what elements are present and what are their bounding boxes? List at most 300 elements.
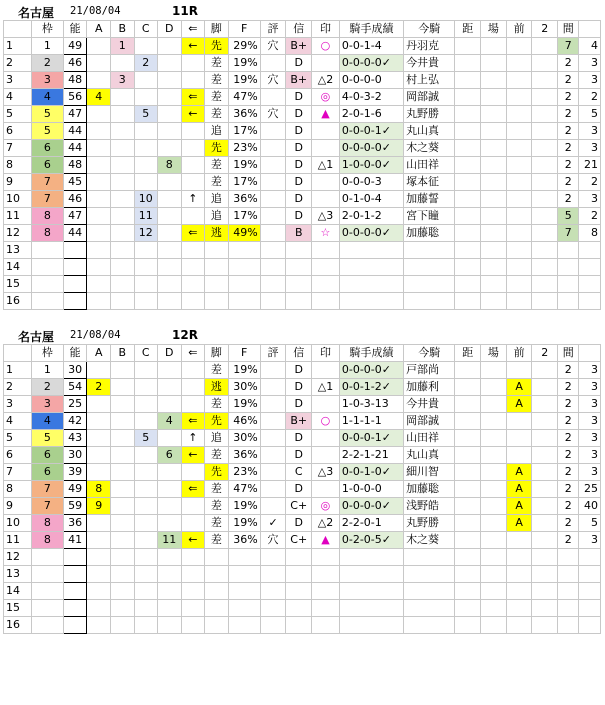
col-a-cell: 2	[87, 379, 111, 396]
row-number: 14	[4, 259, 32, 276]
interval-cell-1: 2	[558, 362, 579, 379]
style-cell: 追	[205, 191, 229, 208]
jockey-cell: 加藤誓	[404, 191, 455, 208]
header-cell: 前	[506, 345, 532, 362]
venue-cell	[481, 549, 507, 566]
prev-cell: A	[506, 498, 532, 515]
header-cell: 騎手成績	[339, 345, 403, 362]
header-cell: 信	[286, 345, 312, 362]
arrow-cell	[181, 396, 205, 413]
row-number: 6	[4, 123, 32, 140]
prev-cell	[506, 447, 532, 464]
waku-cell: 2	[31, 379, 63, 396]
col-2-cell	[532, 600, 558, 617]
col-d-cell	[158, 515, 182, 532]
style-cell	[205, 276, 229, 293]
mark-cell: △1	[312, 157, 340, 174]
waku-cell: 7	[31, 174, 63, 191]
header-cell: C	[134, 21, 158, 38]
confidence-cell	[286, 293, 312, 310]
arrow-cell: ↑	[181, 430, 205, 447]
col-2-cell	[532, 38, 558, 55]
row-number: 4	[4, 89, 32, 106]
col-a-cell	[87, 583, 111, 600]
horse-row[interactable]	[4, 362, 601, 379]
style-cell: 差	[205, 515, 229, 532]
interval-cell-2	[579, 242, 601, 259]
interval-cell-2: 5	[579, 515, 601, 532]
header-cell: 距	[455, 345, 481, 362]
venue-cell	[481, 532, 507, 549]
distance-cell	[455, 106, 481, 123]
style-cell: 差	[205, 106, 229, 123]
jockey-record-cell: 0-1-0-4	[339, 191, 403, 208]
confidence-cell: C	[286, 464, 312, 481]
horse-row[interactable]	[4, 259, 601, 276]
distance-cell	[455, 430, 481, 447]
waku-cell: 4	[31, 413, 63, 430]
interval-cell-1: 2	[558, 481, 579, 498]
race-header	[0, 0, 605, 20]
horse-row[interactable]	[4, 532, 601, 549]
confidence-cell: D	[286, 123, 312, 140]
col-c-cell	[134, 89, 158, 106]
interval-cell-1: 2	[558, 464, 579, 481]
jockey-record-cell: 0-0-0-1✓	[339, 430, 403, 447]
rate-cell: 49%	[228, 225, 260, 242]
rate-cell: 17%	[228, 208, 260, 225]
horse-row[interactable]	[4, 276, 601, 293]
prev-cell	[506, 532, 532, 549]
waku-cell: 6	[31, 447, 63, 464]
jockey-cell	[404, 600, 455, 617]
mark-cell	[312, 174, 340, 191]
interval-cell-2: 2	[579, 208, 601, 225]
eval-cell	[260, 481, 286, 498]
eval-cell	[260, 225, 286, 242]
interval-cell-2: 3	[579, 413, 601, 430]
mark-cell	[312, 396, 340, 413]
style-cell: 差	[205, 157, 229, 174]
venue-cell	[481, 430, 507, 447]
jockey-cell	[404, 583, 455, 600]
jockey-record-cell	[339, 549, 403, 566]
distance-cell	[455, 72, 481, 89]
jockey-record-cell: 0-2-0-5✓	[339, 532, 403, 549]
distance-cell	[455, 123, 481, 140]
ability-cell: 42	[63, 413, 87, 430]
distance-cell	[455, 293, 481, 310]
rate-cell	[228, 566, 260, 583]
distance-cell	[455, 532, 481, 549]
horse-row[interactable]	[4, 191, 601, 208]
header-cell: 印	[312, 345, 340, 362]
col-2-cell	[532, 208, 558, 225]
arrow-cell	[181, 157, 205, 174]
horse-row[interactable]	[4, 379, 601, 396]
race-number: 11R	[172, 4, 198, 18]
style-cell	[205, 549, 229, 566]
arrow-cell	[181, 549, 205, 566]
venue-cell	[481, 123, 507, 140]
interval-cell-2: 3	[579, 191, 601, 208]
header-cell: A	[87, 345, 111, 362]
interval-cell-1	[558, 600, 579, 617]
prev-cell	[506, 617, 532, 634]
interval-cell-2: 21	[579, 157, 601, 174]
prev-cell	[506, 242, 532, 259]
jockey-record-cell	[339, 259, 403, 276]
waku-cell	[31, 600, 63, 617]
horse-row[interactable]	[4, 447, 601, 464]
eval-cell	[260, 430, 286, 447]
horse-row[interactable]	[4, 396, 601, 413]
interval-cell-2	[579, 259, 601, 276]
horse-row[interactable]	[4, 515, 601, 532]
style-cell: 差	[205, 396, 229, 413]
col-b-cell	[110, 293, 134, 310]
interval-cell-2	[579, 566, 601, 583]
jockey-record-cell: 0-0-1-0✓	[339, 464, 403, 481]
eval-cell	[260, 464, 286, 481]
ability-cell	[63, 600, 87, 617]
interval-cell-2: 25	[579, 481, 601, 498]
mark-cell	[312, 549, 340, 566]
prev-cell: A	[506, 396, 532, 413]
header-cell: ⇐	[181, 21, 205, 38]
col-a-cell	[87, 225, 111, 242]
col-c-cell	[134, 157, 158, 174]
eval-cell	[260, 498, 286, 515]
ability-cell: 48	[63, 72, 87, 89]
jockey-cell	[404, 566, 455, 583]
row-number: 16	[4, 617, 32, 634]
horse-row[interactable]	[4, 549, 601, 566]
horse-row[interactable]	[4, 140, 601, 157]
ability-cell: 48	[63, 157, 87, 174]
col-a-cell	[87, 293, 111, 310]
horse-row[interactable]	[4, 72, 601, 89]
horse-row[interactable]	[4, 242, 601, 259]
mark-cell	[312, 362, 340, 379]
col-a-cell	[87, 106, 111, 123]
waku-cell: 6	[31, 140, 63, 157]
col-a-cell	[87, 140, 111, 157]
col-a-cell: 9	[87, 498, 111, 515]
eval-cell	[260, 600, 286, 617]
col-2-cell	[532, 293, 558, 310]
eval-cell: 穴	[260, 532, 286, 549]
col-d-cell	[158, 140, 182, 157]
rate-cell: 17%	[228, 174, 260, 191]
ability-cell: 44	[63, 140, 87, 157]
distance-cell	[455, 89, 481, 106]
horse-row[interactable]	[4, 89, 601, 106]
col-d-cell	[158, 38, 182, 55]
ability-cell	[63, 293, 87, 310]
venue-label: 名古屋	[18, 6, 55, 20]
eval-cell	[260, 242, 286, 259]
style-cell	[205, 242, 229, 259]
prev-cell	[506, 566, 532, 583]
rate-cell	[228, 583, 260, 600]
header-cell: 評	[260, 21, 286, 38]
interval-cell-1: 2	[558, 532, 579, 549]
jockey-cell: 塚本征	[404, 174, 455, 191]
venue-cell	[481, 174, 507, 191]
distance-cell	[455, 208, 481, 225]
ability-cell	[63, 549, 87, 566]
col-a-cell	[87, 259, 111, 276]
arrow-cell: ←	[181, 106, 205, 123]
ability-cell: 47	[63, 106, 87, 123]
header-cell: 2	[532, 21, 558, 38]
ability-cell: 47	[63, 208, 87, 225]
arrow-cell: ⇐	[181, 225, 205, 242]
distance-cell	[455, 600, 481, 617]
col-2-cell	[532, 447, 558, 464]
distance-cell	[455, 157, 481, 174]
arrow-cell	[181, 259, 205, 276]
confidence-cell: D	[286, 191, 312, 208]
col-d-cell	[158, 362, 182, 379]
horse-row[interactable]	[4, 174, 601, 191]
col-d-cell	[158, 464, 182, 481]
prev-cell	[506, 583, 532, 600]
header-cell: 枠	[31, 21, 63, 38]
rate-cell: 47%	[228, 89, 260, 106]
col-c-cell	[134, 72, 158, 89]
style-cell	[205, 583, 229, 600]
rate-cell	[228, 549, 260, 566]
confidence-cell: C+	[286, 498, 312, 515]
mark-cell	[312, 123, 340, 140]
horse-row[interactable]	[4, 38, 601, 55]
prev-cell	[506, 106, 532, 123]
header-cell: 評	[260, 345, 286, 362]
horse-row[interactable]	[4, 225, 601, 242]
col-b-cell	[110, 413, 134, 430]
horse-row[interactable]	[4, 600, 601, 617]
section-spacer	[0, 310, 605, 324]
mark-cell	[312, 583, 340, 600]
header-row	[4, 345, 601, 362]
interval-cell-1	[558, 293, 579, 310]
jockey-cell: 木之葵	[404, 532, 455, 549]
rate-cell	[228, 259, 260, 276]
interval-cell-2: 3	[579, 362, 601, 379]
ability-cell: 56	[63, 89, 87, 106]
row-number: 5	[4, 430, 32, 447]
mark-cell	[312, 242, 340, 259]
style-cell: 差	[205, 481, 229, 498]
interval-cell-2	[579, 617, 601, 634]
interval-cell-2: 3	[579, 430, 601, 447]
eval-cell	[260, 293, 286, 310]
prev-cell	[506, 600, 532, 617]
waku-cell	[31, 276, 63, 293]
race-table	[3, 344, 601, 634]
col-b-cell	[110, 430, 134, 447]
arrow-cell	[181, 362, 205, 379]
col-2-cell	[532, 140, 558, 157]
venue-cell	[481, 38, 507, 55]
distance-cell	[455, 379, 481, 396]
row-number: 4	[4, 413, 32, 430]
venue-cell	[481, 225, 507, 242]
col-b-cell	[110, 55, 134, 72]
horse-row[interactable]	[4, 208, 601, 225]
jockey-record-cell: 0-0-0-0✓	[339, 225, 403, 242]
mark-cell	[312, 566, 340, 583]
jockey-record-cell: 0-0-1-4	[339, 38, 403, 55]
col-a-cell	[87, 242, 111, 259]
row-number: 15	[4, 276, 32, 293]
arrow-cell	[181, 617, 205, 634]
horse-row[interactable]	[4, 293, 601, 310]
rate-cell: 17%	[228, 123, 260, 140]
rate-cell: 46%	[228, 413, 260, 430]
col-2-cell	[532, 191, 558, 208]
distance-cell	[455, 481, 481, 498]
jockey-record-cell: 2-2-1-21	[339, 447, 403, 464]
interval-cell-2: 8	[579, 225, 601, 242]
col-c-cell	[134, 498, 158, 515]
header-cell: 間	[558, 345, 579, 362]
col-2-cell	[532, 617, 558, 634]
waku-cell	[31, 583, 63, 600]
jockey-cell: 戸部尚	[404, 362, 455, 379]
horse-row[interactable]	[4, 413, 601, 430]
eval-cell	[260, 413, 286, 430]
confidence-cell: D	[286, 174, 312, 191]
arrow-cell	[181, 293, 205, 310]
interval-cell-1	[558, 242, 579, 259]
confidence-cell: D	[286, 106, 312, 123]
jockey-cell	[404, 293, 455, 310]
interval-cell-2: 3	[579, 379, 601, 396]
eval-cell: 穴	[260, 106, 286, 123]
eval-cell	[260, 157, 286, 174]
rate-cell: 36%	[228, 191, 260, 208]
jockey-cell: 岡部誠	[404, 413, 455, 430]
header-cell: 2	[532, 345, 558, 362]
horse-row[interactable]	[4, 123, 601, 140]
ability-cell	[63, 617, 87, 634]
ability-cell: 39	[63, 464, 87, 481]
interval-cell-1	[558, 583, 579, 600]
waku-cell: 7	[31, 498, 63, 515]
ability-cell: 41	[63, 532, 87, 549]
confidence-cell: D	[286, 362, 312, 379]
waku-cell	[31, 242, 63, 259]
interval-cell-2: 3	[579, 464, 601, 481]
col-2-cell	[532, 515, 558, 532]
confidence-cell	[286, 242, 312, 259]
col-a-cell	[87, 447, 111, 464]
header-cell	[579, 21, 601, 38]
horse-row[interactable]	[4, 583, 601, 600]
col-b-cell	[110, 259, 134, 276]
style-cell	[205, 293, 229, 310]
horse-row[interactable]	[4, 617, 601, 634]
jockey-cell	[404, 276, 455, 293]
prev-cell	[506, 293, 532, 310]
distance-cell	[455, 225, 481, 242]
col-c-cell	[134, 617, 158, 634]
eval-cell	[260, 259, 286, 276]
venue-cell	[481, 481, 507, 498]
jockey-cell: 村上弘	[404, 72, 455, 89]
waku-cell	[31, 259, 63, 276]
venue-cell	[481, 55, 507, 72]
venue-cell	[481, 259, 507, 276]
rate-cell: 19%	[228, 498, 260, 515]
confidence-cell: B+	[286, 72, 312, 89]
horse-row[interactable]	[4, 106, 601, 123]
style-cell: 追	[205, 430, 229, 447]
col-a-cell	[87, 208, 111, 225]
col-2-cell	[532, 242, 558, 259]
horse-row[interactable]	[4, 430, 601, 447]
row-number: 3	[4, 396, 32, 413]
waku-cell: 8	[31, 208, 63, 225]
col-2-cell	[532, 566, 558, 583]
mark-cell: ▲	[312, 532, 340, 549]
style-cell: 逃	[205, 379, 229, 396]
ability-cell: 30	[63, 362, 87, 379]
interval-cell-2: 2	[579, 89, 601, 106]
race-header	[0, 324, 605, 344]
horse-row[interactable]	[4, 55, 601, 72]
col-b-cell	[110, 498, 134, 515]
col-c-cell	[134, 259, 158, 276]
col-2-cell	[532, 174, 558, 191]
horse-row[interactable]	[4, 498, 601, 515]
col-c-cell: 2	[134, 55, 158, 72]
ability-cell	[63, 259, 87, 276]
style-cell	[205, 259, 229, 276]
col-b-cell	[110, 379, 134, 396]
interval-cell-2: 5	[579, 106, 601, 123]
col-a-cell: 8	[87, 481, 111, 498]
mark-cell	[312, 276, 340, 293]
prev-cell	[506, 276, 532, 293]
jockey-cell: 今井貴	[404, 55, 455, 72]
col-b-cell	[110, 600, 134, 617]
waku-cell	[31, 617, 63, 634]
col-b-cell	[110, 532, 134, 549]
col-a-cell	[87, 464, 111, 481]
horse-row[interactable]	[4, 481, 601, 498]
horse-row[interactable]	[4, 566, 601, 583]
mark-cell: ○	[312, 38, 340, 55]
horse-row[interactable]	[4, 157, 601, 174]
col-c-cell: 5	[134, 430, 158, 447]
horse-row[interactable]	[4, 464, 601, 481]
prev-cell: A	[506, 379, 532, 396]
jockey-record-cell: 1-0-3-13	[339, 396, 403, 413]
col-c-cell	[134, 123, 158, 140]
confidence-cell: D	[286, 55, 312, 72]
col-2-cell	[532, 55, 558, 72]
col-c-cell	[134, 515, 158, 532]
prev-cell	[506, 430, 532, 447]
waku-cell: 6	[31, 157, 63, 174]
distance-cell	[455, 549, 481, 566]
header-cell	[579, 345, 601, 362]
jockey-record-cell: 2-0-1-2	[339, 208, 403, 225]
